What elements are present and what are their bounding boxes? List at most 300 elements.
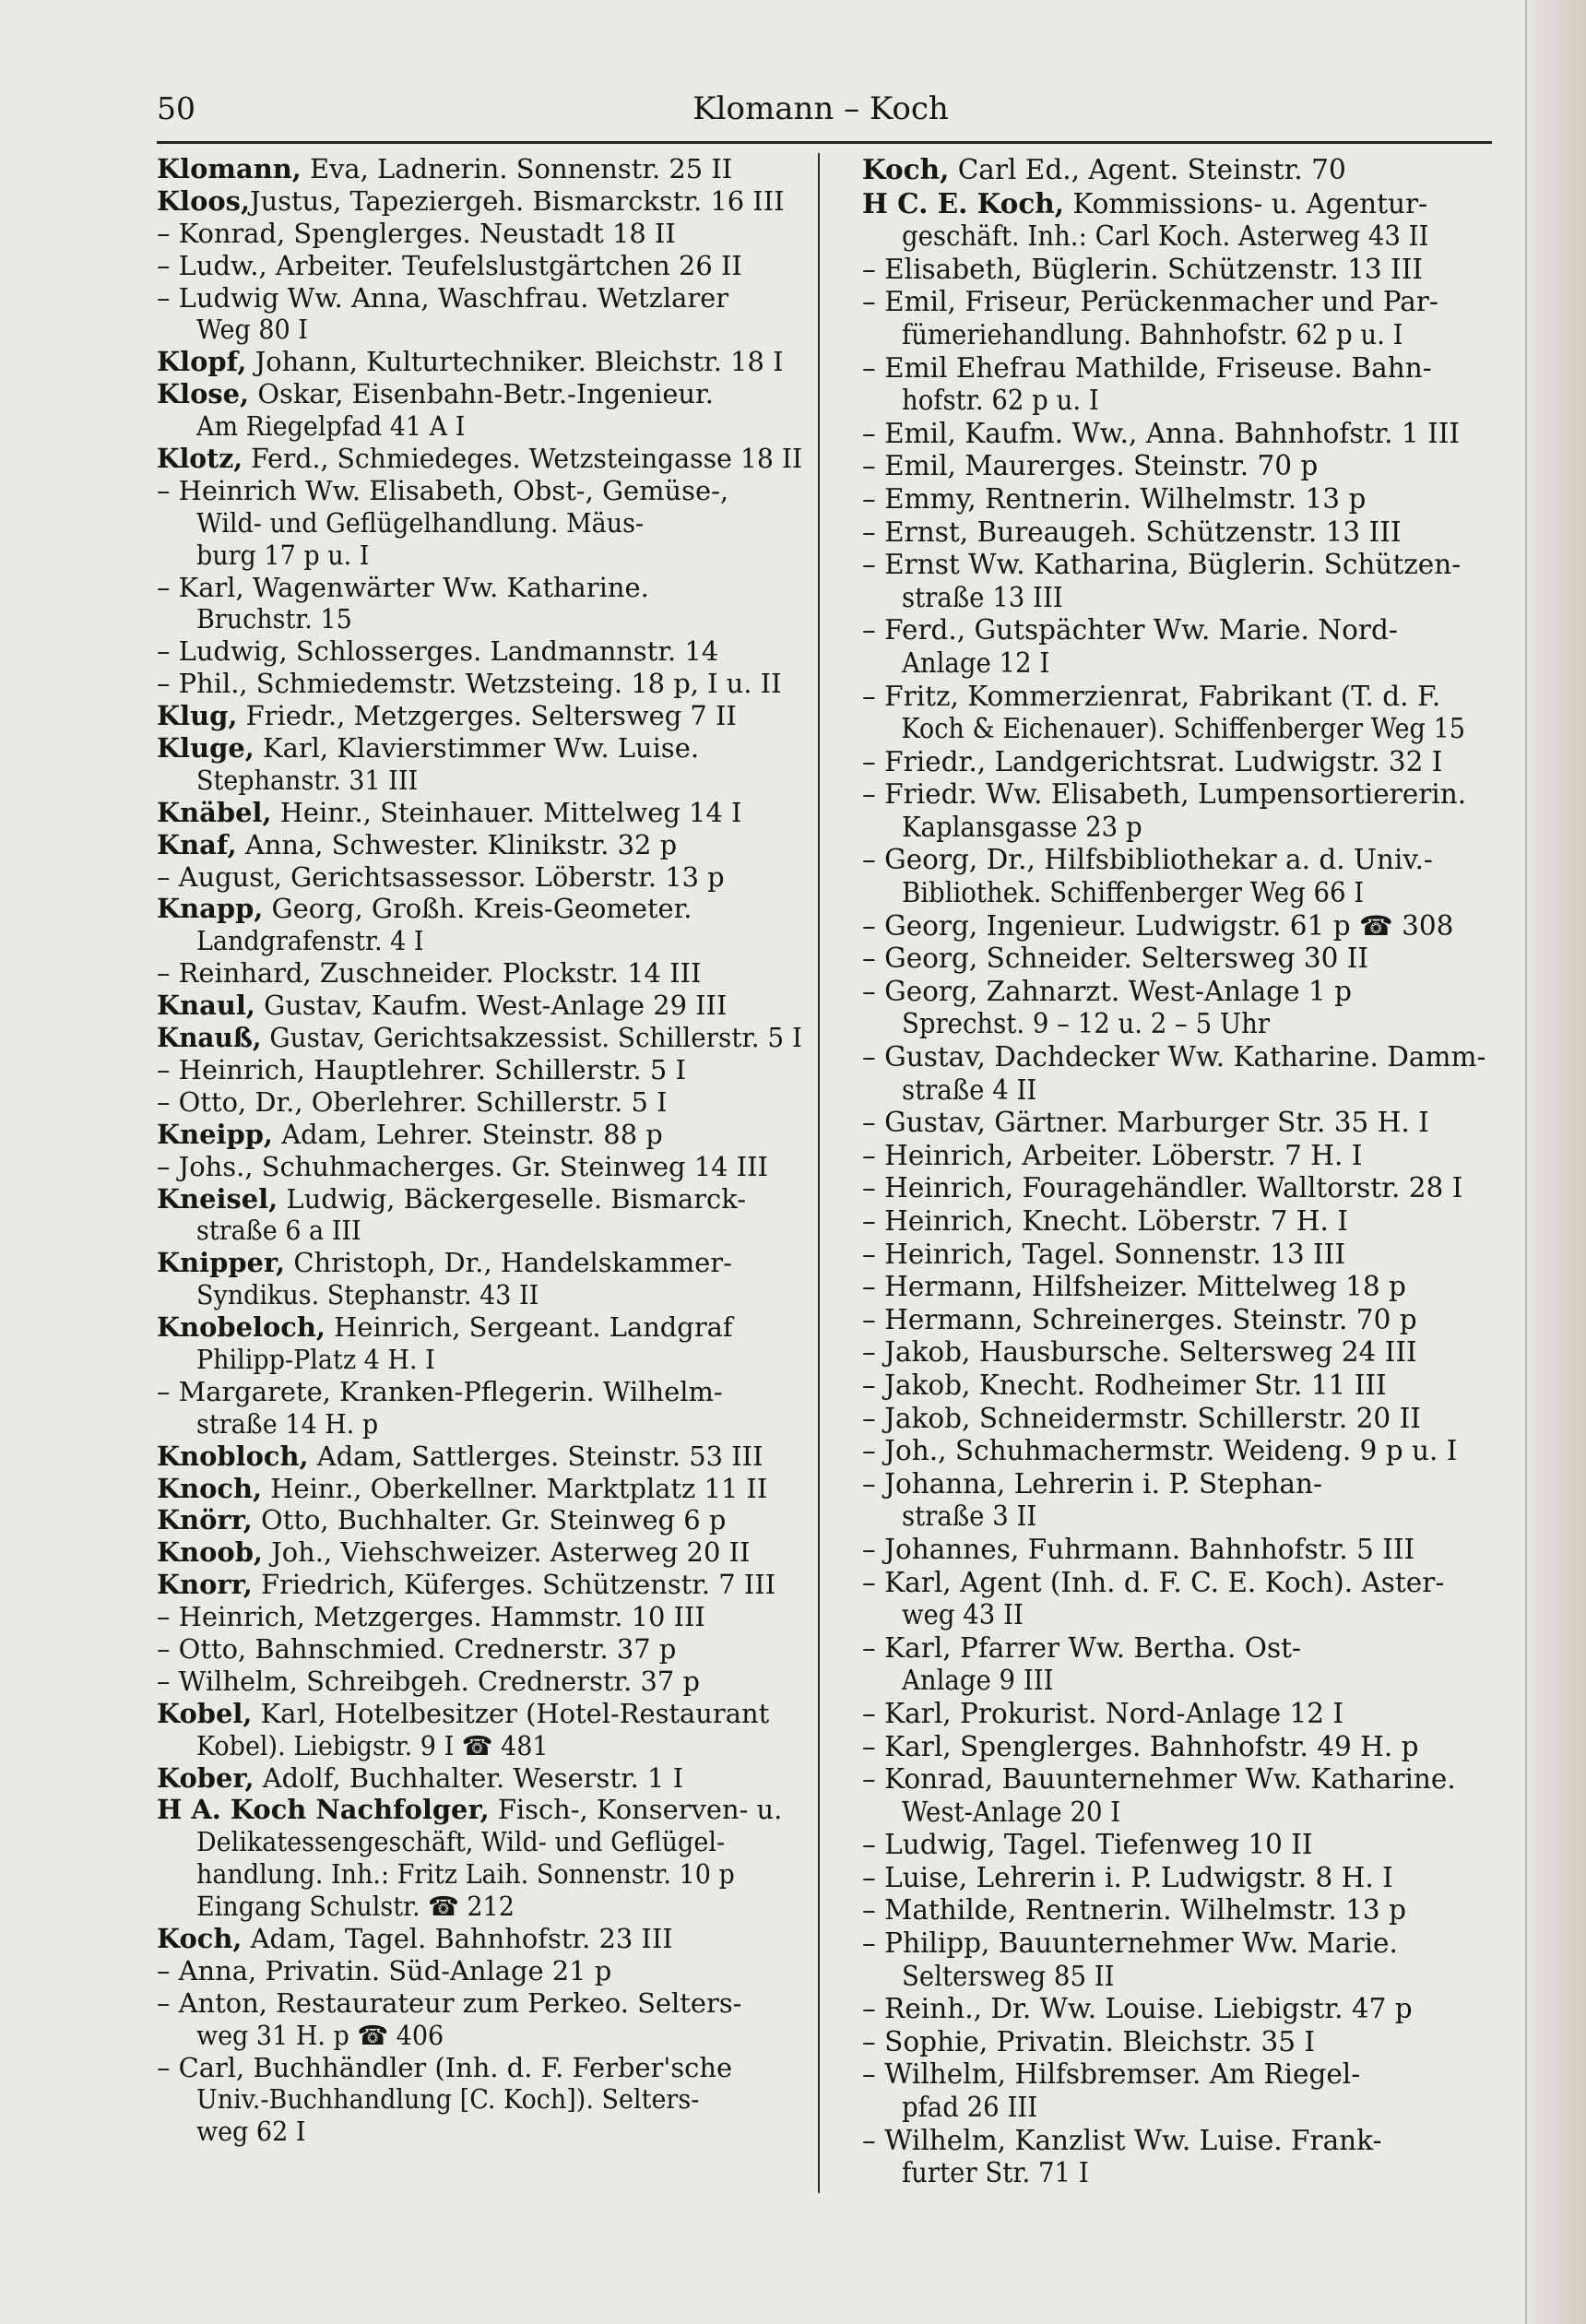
entry-line bbox=[862, 1304, 1508, 1337]
directory-entry bbox=[862, 1239, 1508, 1272]
entry-line bbox=[862, 1500, 1465, 1534]
entry-text: – Phil., Schmiedemstr. Wetzsteing. 18 p, I u. II bbox=[157, 668, 782, 700]
entry-line bbox=[862, 1403, 1508, 1436]
entry-surname: Knörr, bbox=[157, 1504, 253, 1536]
entry-line bbox=[862, 220, 1465, 254]
entry-line bbox=[862, 1599, 1465, 1632]
entry-line bbox=[157, 797, 802, 829]
directory-entry bbox=[862, 516, 1508, 550]
entry-line bbox=[157, 218, 802, 250]
entry-text: Oskar, Eisenbahn-Betr.-Ingenieur. bbox=[249, 378, 714, 410]
entry-line bbox=[862, 1731, 1508, 1764]
directory-entry bbox=[862, 1993, 1508, 2026]
directory-entry bbox=[157, 1473, 802, 1505]
entry-surname: Knobeloch, bbox=[157, 1311, 325, 1344]
directory-entry bbox=[862, 1172, 1508, 1205]
entry-text: straße 3 II bbox=[901, 1500, 1037, 1533]
directory-entry bbox=[862, 1894, 1508, 1927]
entry-text: – Heinrich, Hauptlehrer. Schillerstr. 5 I bbox=[157, 1053, 686, 1085]
entry-text: straße 13 III bbox=[901, 581, 1063, 613]
entry-line bbox=[157, 2116, 760, 2148]
entry-text: hofstr. 62 p u. I bbox=[901, 385, 1099, 417]
entry-text: Adam, Lehrer. Steinstr. 88 p bbox=[273, 1118, 663, 1150]
entry-text: – Friedr., Landgerichtsrat. Ludwigstr. 32 I bbox=[862, 745, 1443, 777]
entry-text: – Reinhard, Zuschneider. Plockstr. 14 III bbox=[157, 957, 702, 990]
entry-surname: Knoob, bbox=[157, 1536, 263, 1569]
directory-entry bbox=[157, 1633, 802, 1666]
entry-text: – Johs., Schuhmacherges. Gr. Steinweg 14 III bbox=[157, 1150, 768, 1182]
entry-line bbox=[862, 2092, 1465, 2125]
entry-line bbox=[862, 1927, 1508, 1961]
directory-entry bbox=[157, 218, 802, 250]
entry-line bbox=[862, 153, 1508, 187]
entry-text: Adam, Tagel. Bahnhofstr. 23 III bbox=[242, 1922, 673, 1954]
entry-text: – Carl, Buchhändler (Inh. d. F. Ferber'sche bbox=[157, 2051, 733, 2083]
entry-line bbox=[157, 378, 802, 410]
entry-line bbox=[157, 1344, 760, 1376]
entry-text: – Ernst Ww. Katharina, Büglerin. Schützen- bbox=[862, 549, 1462, 581]
entry-text: Justus, Tapeziergeh. Bismarckstr. 16 III bbox=[250, 184, 785, 217]
entry-text: Wild- und Geflügelhandlung. Mäus- bbox=[195, 506, 645, 539]
entry-line bbox=[157, 765, 760, 797]
entry-surname: Kober, bbox=[157, 1761, 254, 1794]
entry-text: Kobel). Liebigstr. 9 I ☎ 481 bbox=[195, 1729, 549, 1761]
entry-text: geschäft. Inh.: Carl Koch. Asterweg 43 II bbox=[901, 220, 1429, 253]
entry-line bbox=[862, 614, 1508, 647]
entry-text: – Wilhelm, Hilfsbremser. Am Riegel- bbox=[862, 2058, 1361, 2091]
entry-line bbox=[157, 893, 802, 925]
directory-entry bbox=[157, 1955, 802, 1987]
directory-entry bbox=[862, 1041, 1508, 1107]
entry-text: – Ludw., Arbeiter. Teufelslustgärtchen 26 II bbox=[157, 249, 742, 281]
directory-entry bbox=[157, 1441, 802, 1473]
directory-entry bbox=[157, 1054, 802, 1086]
directory-entry bbox=[862, 943, 1508, 976]
directory-entry bbox=[862, 1763, 1508, 1829]
entry-text: – Luise, Lehrerin i. P. Ludwigstr. 8 H. I bbox=[862, 1861, 1393, 1893]
directory-entry bbox=[157, 635, 802, 668]
entry-line bbox=[862, 1370, 1508, 1403]
entry-text: Heinrich, Sergeant. Landgraf bbox=[325, 1311, 733, 1344]
entry-line bbox=[862, 778, 1508, 812]
entry-text: Anlage 12 I bbox=[901, 646, 1050, 679]
directory-entry bbox=[862, 549, 1508, 614]
directory-entry bbox=[862, 1140, 1508, 1173]
directory-entry bbox=[862, 1468, 1508, 1534]
directory-entry bbox=[862, 286, 1508, 351]
directory-entry bbox=[862, 1304, 1508, 1337]
entry-text: straße 14 H. p bbox=[195, 1407, 379, 1440]
entry-text: Christoph, Dr., Handelskammer- bbox=[285, 1247, 732, 1279]
entry-text: – Joh., Schuhmachermstr. Weideng. 9 p u. I bbox=[862, 1435, 1458, 1467]
directory-entry bbox=[157, 1794, 802, 1923]
entry-line bbox=[862, 812, 1465, 845]
entry-text: – Karl, Prokurist. Nord-Anlage 12 I bbox=[862, 1697, 1344, 1729]
entry-line bbox=[862, 1829, 1508, 1862]
directory-entry bbox=[157, 797, 802, 829]
directory-entry bbox=[862, 1927, 1508, 1993]
directory-entry bbox=[157, 1086, 802, 1119]
entry-line bbox=[862, 1961, 1465, 1994]
entry-line bbox=[157, 282, 802, 314]
directory-entry bbox=[862, 352, 1508, 418]
directory-entry bbox=[157, 700, 802, 732]
directory-entry bbox=[862, 1107, 1508, 1140]
entry-surname: Koch, bbox=[157, 1922, 243, 1954]
directory-entry bbox=[157, 732, 802, 797]
directory-entry bbox=[862, 483, 1508, 516]
entry-line bbox=[157, 185, 802, 218]
directory-entry bbox=[862, 1534, 1508, 1567]
directory-entry bbox=[862, 1271, 1508, 1304]
entry-text: Univ.-Buchhandlung [C. Koch]). Selters- bbox=[195, 2083, 700, 2116]
directory-entry bbox=[862, 254, 1508, 287]
entry-line bbox=[157, 1666, 802, 1698]
entry-text: – Georg, Dr., Hilfsbibliothekar a. d. Univ.- bbox=[862, 844, 1433, 876]
entry-text: Karl, Hotelbesitzer (Hotel-Restaurant bbox=[252, 1697, 770, 1729]
entry-line bbox=[862, 450, 1508, 483]
entry-text: straße 4 II bbox=[901, 1073, 1037, 1106]
entry-line bbox=[157, 1987, 802, 2020]
entry-surname: Knäbel, bbox=[157, 796, 272, 828]
entry-text: – Johannes, Fuhrmann. Bahnhofstr. 5 III bbox=[862, 1533, 1415, 1565]
entry-line bbox=[862, 352, 1508, 385]
entry-line bbox=[157, 250, 802, 282]
entry-text: – Otto, Bahnschmied. Crednerstr. 37 p bbox=[157, 1632, 677, 1665]
entry-line bbox=[862, 1172, 1508, 1205]
entry-text: Bruchstr. 15 bbox=[195, 603, 352, 635]
entry-text: Syndikus. Stephanstr. 43 II bbox=[195, 1279, 539, 1311]
entry-line bbox=[862, 549, 1508, 582]
entry-line bbox=[157, 603, 760, 635]
entry-text: Gustav, Gerichtsakzessist. Schillerstr. 5 I bbox=[261, 1022, 802, 1054]
directory-entry bbox=[862, 910, 1508, 943]
entry-line bbox=[862, 681, 1508, 714]
directory-entry bbox=[157, 2052, 802, 2149]
directory-entry bbox=[157, 1666, 802, 1698]
entry-text: Eva, Ladnerin. Sonnenstr. 25 II bbox=[301, 153, 733, 184]
directory-entry bbox=[862, 1567, 1508, 1632]
entry-line bbox=[157, 1086, 802, 1119]
entry-line bbox=[862, 647, 1465, 681]
page-header bbox=[157, 90, 1485, 136]
entry-line bbox=[157, 2020, 760, 2052]
entry-text: – Konrad, Spenglerges. Neustadt 18 II bbox=[157, 217, 676, 249]
entry-surname: Klomann, bbox=[157, 153, 302, 184]
entry-line bbox=[862, 418, 1508, 451]
entry-text: – Emil, Friseur, Perückenmacher und Par- bbox=[862, 286, 1438, 318]
directory-entry bbox=[862, 1403, 1508, 1436]
entry-text: Am Riegelpfad 41 A I bbox=[195, 410, 466, 443]
entry-text: – Heinrich, Arbeiter. Löberstr. 7 H. I bbox=[862, 1139, 1363, 1171]
entry-line bbox=[157, 700, 802, 732]
entry-line bbox=[157, 1891, 760, 1923]
entry-line bbox=[862, 516, 1508, 550]
directory-entry bbox=[862, 2026, 1508, 2059]
entry-surname: Klopf, bbox=[157, 346, 247, 378]
directory-entry bbox=[157, 957, 802, 990]
entry-line bbox=[157, 635, 802, 668]
directory-entry bbox=[157, 1119, 802, 1151]
directory-entry bbox=[862, 1205, 1508, 1239]
directory-entry bbox=[157, 1504, 802, 1536]
entry-line bbox=[157, 1633, 802, 1666]
entry-line bbox=[157, 1569, 802, 1601]
entry-text: Otto, Buchhalter. Gr. Steinweg 6 p bbox=[252, 1504, 727, 1536]
directory-entry bbox=[157, 1698, 802, 1762]
entry-line bbox=[157, 314, 760, 346]
entry-text: Adam, Sattlerges. Steinstr. 53 III bbox=[308, 1440, 763, 1472]
entry-surname: Knaul, bbox=[157, 990, 255, 1022]
entry-surname: Knaf, bbox=[157, 828, 237, 860]
directory-entry bbox=[157, 861, 802, 894]
entry-line bbox=[862, 1140, 1508, 1173]
directory-entry bbox=[862, 746, 1508, 779]
entry-text: Ferd., Schmiedeges. Wetzsteingasse 18 II bbox=[243, 443, 803, 475]
directory-entry bbox=[157, 572, 802, 636]
entry-text: – Jakob, Hausbursche. Seltersweg 24 III bbox=[862, 1336, 1417, 1369]
entry-text: weg 62 I bbox=[195, 2116, 306, 2148]
entry-text: Gustav, Kaufm. West-Anlage 29 III bbox=[254, 990, 728, 1022]
entry-line bbox=[157, 732, 802, 765]
entry-line bbox=[157, 1858, 760, 1891]
entry-line bbox=[157, 443, 803, 475]
entry-line bbox=[862, 1796, 1465, 1830]
directory-entry bbox=[862, 1829, 1508, 1862]
entry-line bbox=[157, 1376, 802, 1408]
entry-line bbox=[862, 187, 1508, 221]
entry-text: – Wilhelm, Kanzlist Ww. Luise. Frank- bbox=[862, 2124, 1382, 2156]
directory-entry bbox=[862, 778, 1508, 844]
directory-entry bbox=[157, 1569, 802, 1601]
entry-line bbox=[157, 829, 802, 861]
entry-line bbox=[862, 1993, 1508, 2026]
directory-entry bbox=[157, 668, 802, 700]
directory-entry bbox=[862, 614, 1508, 680]
page-edge-shadow bbox=[1525, 0, 1586, 2324]
running-head: Klomann – Koch bbox=[692, 90, 949, 127]
entry-line bbox=[157, 1794, 802, 1826]
directory-entry bbox=[862, 1370, 1508, 1403]
entry-line bbox=[157, 1215, 760, 1247]
entry-text: – Elisabeth, Büglerin. Schützenstr. 13 III bbox=[862, 253, 1424, 285]
entry-text: Kaplansgasse 23 p bbox=[901, 811, 1142, 843]
entry-line bbox=[862, 1205, 1508, 1239]
directory-entry bbox=[862, 418, 1508, 451]
entry-text: – Georg, Zahnarzt. West-Anlage 1 p bbox=[862, 975, 1352, 1007]
directory-entry bbox=[157, 282, 802, 347]
entry-line bbox=[157, 1119, 802, 1151]
directory-entry bbox=[157, 829, 802, 861]
entry-surname: Kloos, bbox=[157, 184, 251, 217]
entry-line bbox=[862, 713, 1466, 746]
entry-text: Carl Ed., Agent. Steinstr. 70 bbox=[949, 154, 1346, 185]
entry-line bbox=[862, 1862, 1508, 1895]
entry-text: – Anna, Privatin. Süd-Anlage 21 p bbox=[157, 1954, 612, 1986]
entry-line bbox=[157, 1183, 802, 1215]
entry-line bbox=[157, 1923, 802, 1955]
entry-text: pfad 26 III bbox=[901, 2092, 1038, 2124]
entry-text: – August, Gerichtsassessor. Löberstr. 13 p bbox=[157, 860, 725, 893]
entry-text: – Reinh., Dr. Ww. Louise. Liebigstr. 47 p bbox=[862, 1993, 1413, 2025]
directory-entry bbox=[157, 1601, 802, 1633]
entry-surname: Knauß, bbox=[157, 1022, 262, 1054]
entry-line bbox=[157, 1054, 802, 1086]
entry-text: Delikatessengeschäft, Wild- und Geflügel- bbox=[195, 1826, 726, 1858]
entry-line bbox=[862, 1435, 1508, 1468]
entry-line bbox=[157, 346, 802, 378]
entry-text: – Georg, Schneider. Seltersweg 30 II bbox=[862, 943, 1369, 975]
directory-entry bbox=[157, 1151, 802, 1183]
entry-surname: Kneisel, bbox=[157, 1182, 278, 1215]
entry-line bbox=[157, 1826, 760, 1858]
entry-line bbox=[862, 483, 1508, 516]
entry-text: – Ludwig, Tagel. Tiefenweg 10 II bbox=[862, 1829, 1313, 1861]
directory-entry bbox=[157, 1536, 802, 1569]
entry-text: furter Str. 71 I bbox=[901, 2157, 1089, 2189]
entry-text: fümeriehandlung. Bahnhofstr. 62 p u. I bbox=[901, 318, 1403, 350]
entry-text: – Emmy, Rentnerin. Wilhelmstr. 13 p bbox=[862, 482, 1367, 515]
entry-text: Anna, Schwester. Klinikstr. 32 p bbox=[236, 828, 678, 860]
entry-line bbox=[157, 475, 802, 507]
directory-entry bbox=[157, 893, 802, 957]
entry-line bbox=[157, 572, 802, 604]
entry-text: Heinr., Steinhauer. Mittelweg 14 I bbox=[271, 796, 742, 828]
entry-line bbox=[862, 319, 1465, 352]
entry-text: Heinr., Oberkellner. Marktplatz 11 II bbox=[262, 1472, 768, 1504]
entry-surname: Kluge, bbox=[157, 732, 254, 765]
entry-surname: Knapp, bbox=[157, 893, 264, 925]
entry-text: Sprechst. 9 – 12 u. 2 – 5 Uhr bbox=[901, 1008, 1271, 1040]
directory-entry bbox=[157, 1022, 802, 1054]
entry-text: – Margarete, Kranken-Pflegerin. Wilhelm- bbox=[157, 1375, 723, 1407]
entry-text: – Johanna, Lehrerin i. P. Stephan- bbox=[862, 1467, 1322, 1500]
entry-line bbox=[157, 2083, 760, 2116]
entry-text: – Otto, Dr., Oberlehrer. Schillerstr. 5 I bbox=[157, 1085, 668, 1118]
directory-entry bbox=[157, 1247, 802, 1311]
header-rule bbox=[157, 141, 1492, 144]
entry-text: – Karl, Pfarrer Ww. Bertha. Ost- bbox=[862, 1631, 1301, 1664]
entry-text: Fisch-, Konserven- u. bbox=[489, 1794, 783, 1826]
entry-text: Friedr., Metzgerges. Seltersweg 7 II bbox=[237, 700, 737, 732]
entry-line bbox=[157, 1730, 760, 1762]
entry-line bbox=[862, 1567, 1508, 1600]
entry-line bbox=[862, 1041, 1508, 1074]
entry-line bbox=[862, 1107, 1508, 1140]
entry-line bbox=[157, 1473, 802, 1505]
entry-text: – Emil Ehefrau Mathilde, Friseuse. Bahn- bbox=[862, 351, 1432, 384]
entry-line bbox=[157, 1955, 802, 1987]
entry-surname: Klotz, bbox=[157, 443, 243, 475]
entry-line bbox=[157, 1311, 802, 1344]
directory-entry bbox=[157, 185, 802, 218]
entry-line bbox=[157, 507, 760, 540]
directory-entry bbox=[157, 1923, 802, 1955]
entry-line bbox=[862, 2125, 1508, 2158]
page-number: 50 bbox=[157, 90, 195, 126]
column-divider bbox=[818, 153, 820, 2193]
entry-line bbox=[157, 1279, 760, 1311]
directory-entry bbox=[157, 475, 802, 572]
directory-entry bbox=[862, 976, 1508, 1041]
entry-surname: Klose, bbox=[157, 378, 250, 410]
directory-entry bbox=[157, 250, 802, 282]
entry-text: Stephanstr. 31 III bbox=[195, 764, 419, 796]
entry-text: – Philipp, Bauunternehmer Ww. Marie. bbox=[862, 1927, 1398, 1960]
entry-line bbox=[157, 2052, 802, 2084]
entry-line bbox=[157, 1441, 802, 1473]
entry-text: – Wilhelm, Schreibgeh. Crednerstr. 37 p bbox=[157, 1665, 701, 1697]
entry-text: – Gustav, Gärtner. Marburger Str. 35 H. I bbox=[862, 1107, 1429, 1139]
directory-entry bbox=[862, 1632, 1508, 1698]
entry-line bbox=[157, 1408, 760, 1441]
entry-line bbox=[157, 957, 802, 990]
entry-text: Philipp-Platz 4 H. I bbox=[195, 1343, 435, 1375]
entry-text: weg 43 II bbox=[901, 1599, 1024, 1631]
entry-line bbox=[862, 1534, 1508, 1567]
entry-line bbox=[157, 1151, 802, 1183]
entry-text: – Heinrich, Knecht. Löberstr. 7 H. I bbox=[862, 1205, 1348, 1237]
entry-text: – Hermann, Hilfsheizer. Mittelweg 18 p bbox=[862, 1271, 1406, 1303]
entry-text: – Fritz, Kommerzienrat, Fabrikant (T. d. F. bbox=[862, 680, 1441, 712]
entry-line bbox=[157, 1762, 802, 1795]
entry-text: – Jakob, Schneidermstr. Schillerstr. 20 II bbox=[862, 1402, 1421, 1434]
entry-line bbox=[157, 1022, 802, 1054]
directory-entry bbox=[157, 1311, 802, 1376]
entry-text: Adolf, Buchhalter. Weserstr. 1 I bbox=[254, 1761, 684, 1794]
entry-line bbox=[862, 1763, 1508, 1796]
entry-text: Landgrafenstr. 4 I bbox=[195, 925, 424, 957]
entry-line bbox=[862, 1008, 1465, 1041]
entry-text: – Anton, Restaurateur zum Perkeo. Selters- bbox=[157, 1986, 742, 2019]
entry-line bbox=[862, 1665, 1465, 1698]
entry-text: Koch & Eichenauer). Schiffenberger Weg 15 bbox=[901, 713, 1466, 745]
entry-line bbox=[862, 2157, 1465, 2190]
entry-text: Seltersweg 85 II bbox=[901, 1960, 1115, 1992]
entry-text: Friedrich, Küferges. Schützenstr. 7 III bbox=[252, 1569, 776, 1601]
entry-line bbox=[862, 976, 1508, 1009]
entry-text: – Heinrich Ww. Elisabeth, Obst-, Gemüse-, bbox=[157, 474, 729, 506]
directory-entry bbox=[862, 1435, 1508, 1468]
entry-line bbox=[157, 861, 802, 894]
directory-entry bbox=[157, 1183, 802, 1248]
directory-entry bbox=[862, 153, 1508, 187]
entry-line bbox=[157, 410, 760, 443]
directory-entry bbox=[862, 1336, 1508, 1370]
entry-line bbox=[862, 877, 1465, 910]
entry-text: handlung. Inh.: Fritz Laih. Sonnenstr. 10 p bbox=[195, 1858, 735, 1891]
entry-text: – Ernst, Bureaugeh. Schützenstr. 13 III bbox=[862, 516, 1402, 548]
directory-entry bbox=[862, 844, 1508, 909]
entry-text: – Ferd., Gutspächter Ww. Marie. Nord- bbox=[862, 614, 1398, 646]
directory-entry bbox=[157, 153, 802, 185]
entry-line bbox=[862, 746, 1508, 779]
entry-line bbox=[862, 1632, 1508, 1666]
entry-text: Kommissions- u. Agentur- bbox=[1064, 187, 1428, 219]
directory-entry bbox=[862, 1862, 1508, 1895]
directory-entry bbox=[862, 681, 1508, 746]
entry-text: – Ludwig, Schlosserges. Landmannstr. 14 bbox=[157, 635, 719, 668]
entry-line bbox=[157, 540, 760, 572]
entry-text: – Emil, Kaufm. Ww., Anna. Bahnhofstr. 1 III bbox=[862, 417, 1461, 449]
entry-text: – Karl, Spenglerges. Bahnhofstr. 49 H. p bbox=[862, 1730, 1419, 1762]
entry-text: – Karl, Agent (Inh. d. F. C. E. Koch). Aster- bbox=[862, 1566, 1445, 1598]
entry-text: Eingang Schulstr. ☎ 212 bbox=[195, 1891, 515, 1923]
right-column bbox=[862, 153, 1508, 2190]
entry-surname: H C. E. Koch, bbox=[862, 186, 1065, 219]
entry-text: West-Anlage 20 I bbox=[901, 1796, 1121, 1828]
entry-surname: Kobel, bbox=[157, 1697, 253, 1729]
